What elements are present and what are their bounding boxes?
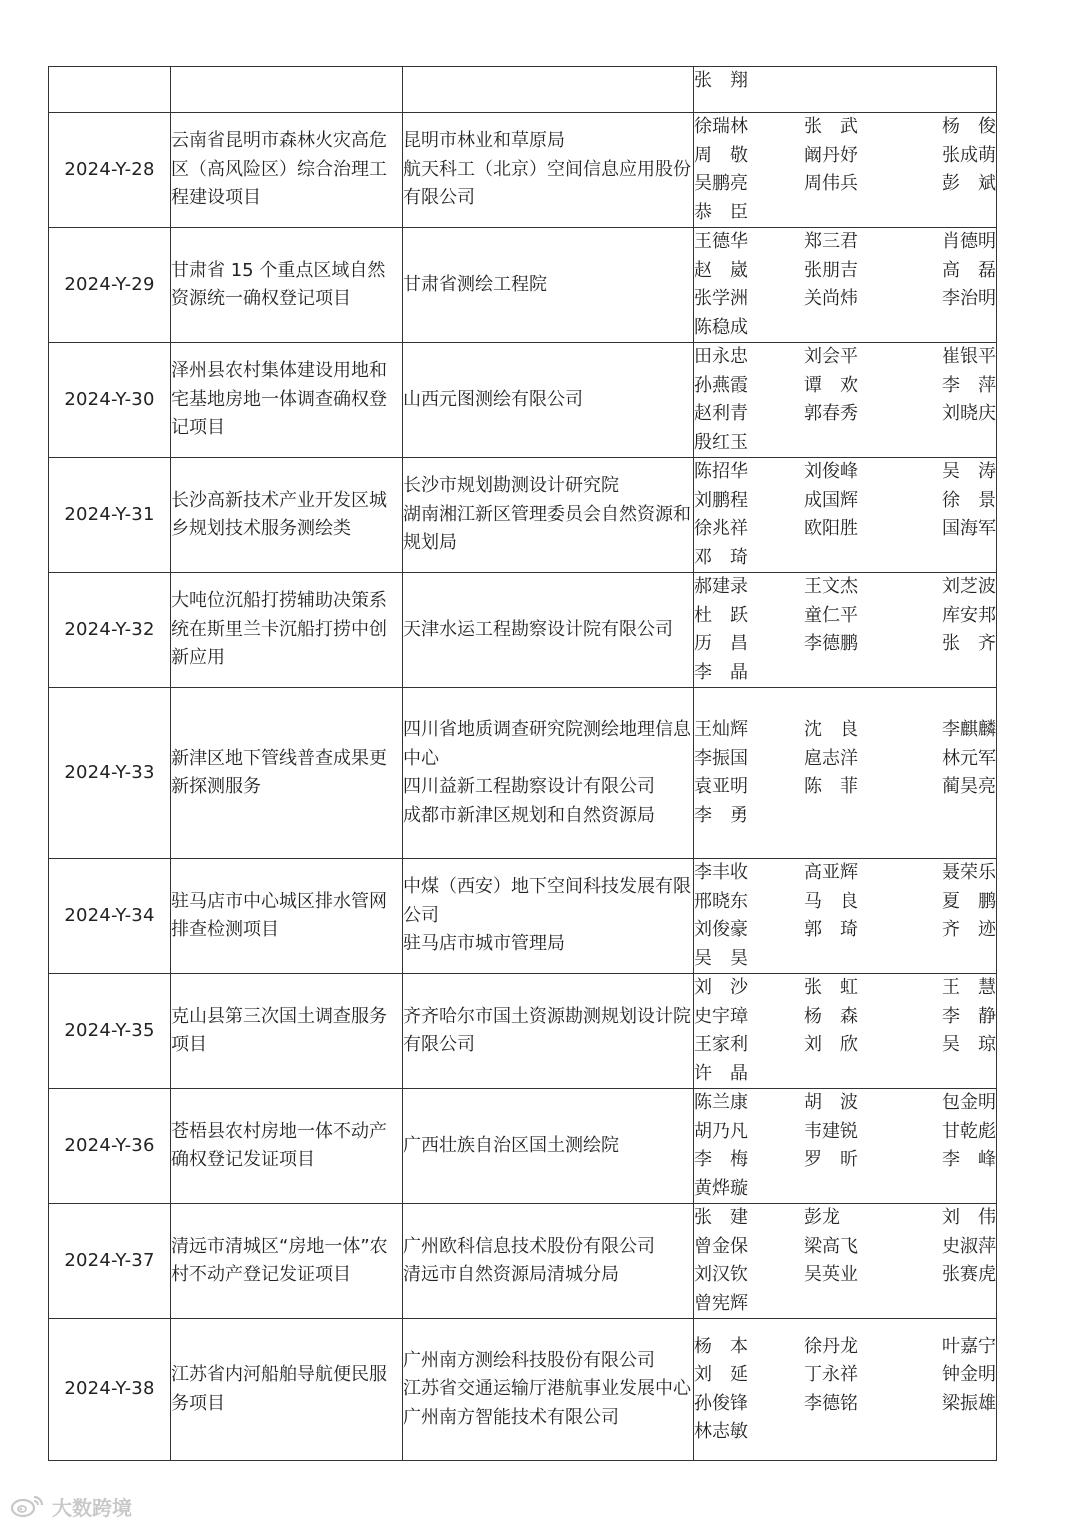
person-name: 孙俊锋 <box>694 1392 748 1414</box>
project-name-cell: 清远市清城区“房地一体”农村不动产登记发证项目 <box>171 1204 403 1319</box>
person-name: 吴 昊 <box>694 947 748 969</box>
person-name: 梁振雄 <box>942 1392 996 1414</box>
award-table <box>48 66 997 1461</box>
personnel-list <box>694 1089 996 1203</box>
personnel-cell <box>694 573 997 688</box>
person-name: 李 勇 <box>694 804 748 826</box>
person-name: 郭 琦 <box>804 919 858 940</box>
project-name-cell: 泽州县农村集体建设用地和宅基地房地一体调查确权登记项目 <box>171 343 403 458</box>
project-name-cell: 大吨位沉船打捞辅助决策系统在斯里兰卡沉船打捞中创新应用 <box>171 573 403 688</box>
project-code-cell: 2024-Y-32 <box>49 573 171 688</box>
person-name: 陈兰康 <box>694 1092 748 1113</box>
table-row <box>49 343 997 458</box>
person-name: 陈招华 <box>694 461 748 482</box>
person-name: 历 昌 <box>694 633 748 654</box>
watermark <box>10 1491 132 1521</box>
personnel-list <box>694 458 996 572</box>
person-name: 张 齐 <box>942 633 996 654</box>
project-code-cell: 2024-Y-37 <box>49 1204 171 1319</box>
personnel-list <box>694 859 996 973</box>
person-name: 李 静 <box>942 1005 996 1027</box>
person-name: 杨 本 <box>694 1335 748 1357</box>
person-name: 郝建录 <box>694 576 748 597</box>
person-name: 张 建 <box>694 1207 748 1228</box>
person-name: 李 晶 <box>694 661 748 683</box>
person-name: 张赛虎 <box>942 1264 996 1285</box>
completing-unit-cell <box>403 1204 694 1319</box>
unit-name: 湖南湘江新区管理委员会自然资源和规划局 <box>403 503 691 554</box>
person-name: 郭春秀 <box>804 403 858 424</box>
person-name: 张 翔 <box>694 70 748 91</box>
person-name: 刘 沙 <box>694 977 748 998</box>
personnel-cell <box>694 1204 997 1319</box>
project-code-cell <box>49 67 171 113</box>
personnel-cell <box>694 228 997 343</box>
person-name: 刘汉钦 <box>694 1264 748 1285</box>
unit-name: 长沙市规划勘测设计研究院 <box>403 475 619 497</box>
unit-name: 江苏省交通运输厅港航事业发展中心 <box>403 1378 691 1400</box>
personnel-list <box>694 1333 996 1447</box>
project-code-cell: 2024-Y-36 <box>49 1089 171 1204</box>
table-row <box>49 458 997 573</box>
person-name: 刘 伟 <box>942 1207 996 1228</box>
project-name-cell: 长沙高新技术产业开发区城乡规划技术服务测绘类 <box>171 458 403 573</box>
personnel-cell <box>694 1089 997 1204</box>
unit-name: 中煤（西安）地下空间科技发展有限公司 <box>403 876 691 926</box>
person-name: 叶嘉宁 <box>942 1335 996 1357</box>
unit-name: 成都市新津区规划和自然资源局 <box>403 804 655 826</box>
project-name-cell: 云南省昆明市森林火灾高危区（高风险区）综合治理工程建设项目 <box>171 113 403 228</box>
person-name: 肖德明 <box>942 231 996 252</box>
personnel-cell <box>694 1319 997 1461</box>
person-name: 曾金保 <box>694 1235 748 1257</box>
project-code-cell: 2024-Y-33 <box>49 688 171 859</box>
person-name: 徐兆祥 <box>694 518 748 539</box>
person-name: 齐 迹 <box>942 919 996 940</box>
person-name: 丁永祥 <box>804 1364 858 1385</box>
person-name: 甘乾彪 <box>942 1120 996 1142</box>
person-name: 高 磊 <box>942 259 996 281</box>
person-name: 杜 跃 <box>694 604 748 626</box>
person-name: 国海军 <box>942 518 996 539</box>
person-name: 杨 森 <box>804 1005 858 1027</box>
person-name: 胡乃凡 <box>694 1120 748 1142</box>
table-row <box>49 974 997 1089</box>
project-name-cell: 驻马店市中心城区排水管网排查检测项目 <box>171 859 403 974</box>
unit-name: 四川益新工程勘察设计有限公司 <box>403 776 655 797</box>
unit-name: 广州南方测绘科技股份有限公司 <box>403 1349 655 1371</box>
person-name: 吴 琼 <box>942 1034 996 1055</box>
unit-name: 广西壮族自治区国土测绘院 <box>403 1134 619 1156</box>
person-name: 邢晓东 <box>694 890 748 912</box>
person-name: 蔺昊亮 <box>942 776 996 797</box>
person-name: 彭龙 <box>804 1207 840 1228</box>
person-name: 李 萍 <box>942 374 996 396</box>
person-name: 欧阳胜 <box>804 518 858 539</box>
award-table-body <box>49 67 997 1461</box>
completing-unit-cell <box>403 113 694 228</box>
table-row <box>49 1319 997 1461</box>
person-name: 刘鹏程 <box>694 489 748 511</box>
personnel-list <box>694 974 996 1088</box>
person-name: 成国辉 <box>804 489 858 511</box>
person-name: 王家利 <box>694 1034 748 1055</box>
unit-name: 齐齐哈尔市国土资源勘测规划设计院有限公司 <box>403 1005 691 1055</box>
project-code-cell: 2024-Y-30 <box>49 343 171 458</box>
person-name: 郑三君 <box>804 231 858 252</box>
completing-unit-cell <box>403 343 694 458</box>
unit-name: 广州南方智能技术有限公司 <box>403 1406 619 1428</box>
table-row <box>49 113 997 228</box>
project-name-cell: 甘肃省 15 个重点区域自然资源统一确权登记项目 <box>171 228 403 343</box>
person-name: 赵利青 <box>694 403 748 424</box>
personnel-cell <box>694 343 997 458</box>
project-code-cell: 2024-Y-29 <box>49 228 171 343</box>
person-name: 库安邦 <box>942 604 996 626</box>
personnel-list <box>694 67 996 96</box>
unit-name: 广州欧科信息技术股份有限公司 <box>403 1235 655 1257</box>
personnel-list <box>694 113 996 227</box>
person-name: 徐 景 <box>942 489 996 511</box>
person-name: 罗 昕 <box>804 1149 858 1170</box>
personnel-list <box>694 228 996 342</box>
person-name: 聂荣乐 <box>942 862 996 883</box>
person-name: 林志敏 <box>694 1421 748 1442</box>
person-name: 崔银平 <box>942 346 996 367</box>
person-name: 胡 波 <box>804 1092 858 1113</box>
personnel-cell <box>694 458 997 573</box>
person-name: 张成萌 <box>942 144 996 166</box>
completing-unit-cell <box>403 228 694 343</box>
personnel-cell <box>694 974 997 1089</box>
person-name: 谭 欢 <box>804 374 858 396</box>
project-code-cell: 2024-Y-35 <box>49 974 171 1089</box>
table-row <box>49 859 997 974</box>
person-name: 林元军 <box>942 747 996 769</box>
completing-unit-cell <box>403 1319 694 1461</box>
watermark-text: 大数跨境 <box>52 1495 132 1520</box>
person-name: 李 峰 <box>942 1149 996 1170</box>
completing-unit-cell <box>403 688 694 859</box>
person-name: 周 敬 <box>694 144 748 166</box>
personnel-cell <box>694 688 997 859</box>
person-name: 王文杰 <box>804 576 858 597</box>
person-name: 张 武 <box>804 116 858 137</box>
personnel-list <box>694 1204 996 1318</box>
table-row <box>49 1089 997 1204</box>
person-name: 阚丹妤 <box>804 144 858 166</box>
project-name-cell: 苍梧县农村房地一体不动产确权登记发证项目 <box>171 1089 403 1204</box>
project-code-cell: 2024-Y-34 <box>49 859 171 974</box>
person-name: 史淑萍 <box>942 1235 996 1257</box>
person-name: 张朋吉 <box>804 259 858 281</box>
completing-unit-cell <box>403 67 694 113</box>
completing-unit-cell <box>403 458 694 573</box>
person-name: 马 良 <box>804 890 858 912</box>
project-code-cell: 2024-Y-28 <box>49 113 171 228</box>
person-name: 钟金明 <box>942 1364 996 1385</box>
person-name: 徐瑞林 <box>694 116 748 137</box>
person-name: 李德鹏 <box>804 633 858 654</box>
person-name: 张 虹 <box>804 977 858 998</box>
unit-name: 甘肃省测绘工程院 <box>403 273 547 295</box>
person-name: 恭 臣 <box>694 201 748 223</box>
project-name-cell: 江苏省内河船舶导航便民服务项目 <box>171 1319 403 1461</box>
unit-name: 山西元图测绘有限公司 <box>403 388 583 410</box>
personnel-cell <box>694 113 997 228</box>
person-name: 赵 崴 <box>694 259 748 281</box>
person-name: 徐丹龙 <box>804 1335 858 1357</box>
project-name-cell <box>171 67 403 113</box>
person-name: 许 晶 <box>694 1062 748 1084</box>
project-name-cell: 新津区地下管线普查成果更新探测服务 <box>171 688 403 859</box>
completing-unit-cell <box>403 1089 694 1204</box>
table-row <box>49 573 997 688</box>
person-name: 刘芝波 <box>942 576 996 597</box>
person-name: 李丰收 <box>694 862 748 883</box>
person-name: 彭 斌 <box>942 173 996 194</box>
unit-name: 四川省地质调查研究院测绘地理信息中心 <box>403 719 691 769</box>
weibo-logo-icon <box>10 1493 46 1519</box>
person-name: 邓 琦 <box>694 546 748 568</box>
person-name: 殷红玉 <box>694 431 748 453</box>
person-name: 吴英业 <box>804 1264 858 1285</box>
person-name: 韦建锐 <box>804 1120 858 1142</box>
person-name: 童仁平 <box>804 604 858 626</box>
person-name: 孙燕霞 <box>694 374 748 396</box>
person-name: 李治明 <box>942 288 996 309</box>
person-name: 陈 菲 <box>804 776 858 797</box>
completing-unit-cell <box>403 573 694 688</box>
person-name: 陈稳成 <box>694 316 748 338</box>
project-name-cell: 克山县第三次国土调查服务项目 <box>171 974 403 1089</box>
person-name: 刘俊峰 <box>804 461 858 482</box>
personnel-list <box>694 343 996 457</box>
person-name: 吴 涛 <box>942 461 996 482</box>
person-name: 张学洲 <box>694 288 748 309</box>
person-name: 周伟兵 <box>804 173 858 194</box>
person-name: 刘 欣 <box>804 1034 858 1055</box>
completing-unit-cell <box>403 859 694 974</box>
person-name: 沈 良 <box>804 719 858 740</box>
person-name: 袁亚明 <box>694 776 748 797</box>
person-name: 黄烨璇 <box>694 1177 748 1199</box>
completing-unit-cell <box>403 974 694 1089</box>
personnel-list <box>694 716 996 830</box>
unit-name: 昆明市林业和草原局 <box>403 130 565 152</box>
person-name: 杨 俊 <box>942 116 996 137</box>
table-row <box>49 228 997 343</box>
project-code-cell: 2024-Y-38 <box>49 1319 171 1461</box>
person-name: 刘会平 <box>804 346 858 367</box>
person-name: 李德铭 <box>804 1392 858 1414</box>
unit-name: 天津水运工程勘察设计院有限公司 <box>403 618 673 640</box>
person-name: 高亚辉 <box>804 862 858 883</box>
personnel-list <box>694 573 996 687</box>
person-name: 夏 鹏 <box>942 890 996 912</box>
unit-name: 航天科工（北京）空间信息应用股份有限公司 <box>403 158 691 209</box>
personnel-cell <box>694 859 997 974</box>
person-name: 吴鹏亮 <box>694 173 748 194</box>
person-name: 梁高飞 <box>804 1235 858 1257</box>
person-name: 王德华 <box>694 231 748 252</box>
person-name: 包金明 <box>942 1092 996 1113</box>
person-name: 曾宪辉 <box>694 1292 748 1314</box>
person-name: 田永忠 <box>694 346 748 367</box>
table-row <box>49 688 997 859</box>
person-name: 李 梅 <box>694 1149 748 1170</box>
person-name: 刘俊豪 <box>694 919 748 940</box>
person-name: 刘晓庆 <box>942 403 996 424</box>
person-name: 李麒麟 <box>942 719 996 740</box>
unit-name: 驻马店市城市管理局 <box>403 933 565 955</box>
person-name: 李振国 <box>694 747 748 769</box>
person-name: 史宇璋 <box>694 1005 748 1027</box>
table-row <box>49 1204 997 1319</box>
project-code-cell: 2024-Y-31 <box>49 458 171 573</box>
table-row <box>49 67 997 113</box>
unit-name: 清远市自然资源局清城分局 <box>403 1264 619 1285</box>
personnel-cell <box>694 67 997 113</box>
person-name: 扈志洋 <box>804 747 858 769</box>
person-name: 刘 延 <box>694 1364 748 1385</box>
person-name: 王灿辉 <box>694 719 748 740</box>
person-name: 关尚炜 <box>804 288 858 309</box>
person-name: 王 慧 <box>942 977 996 998</box>
